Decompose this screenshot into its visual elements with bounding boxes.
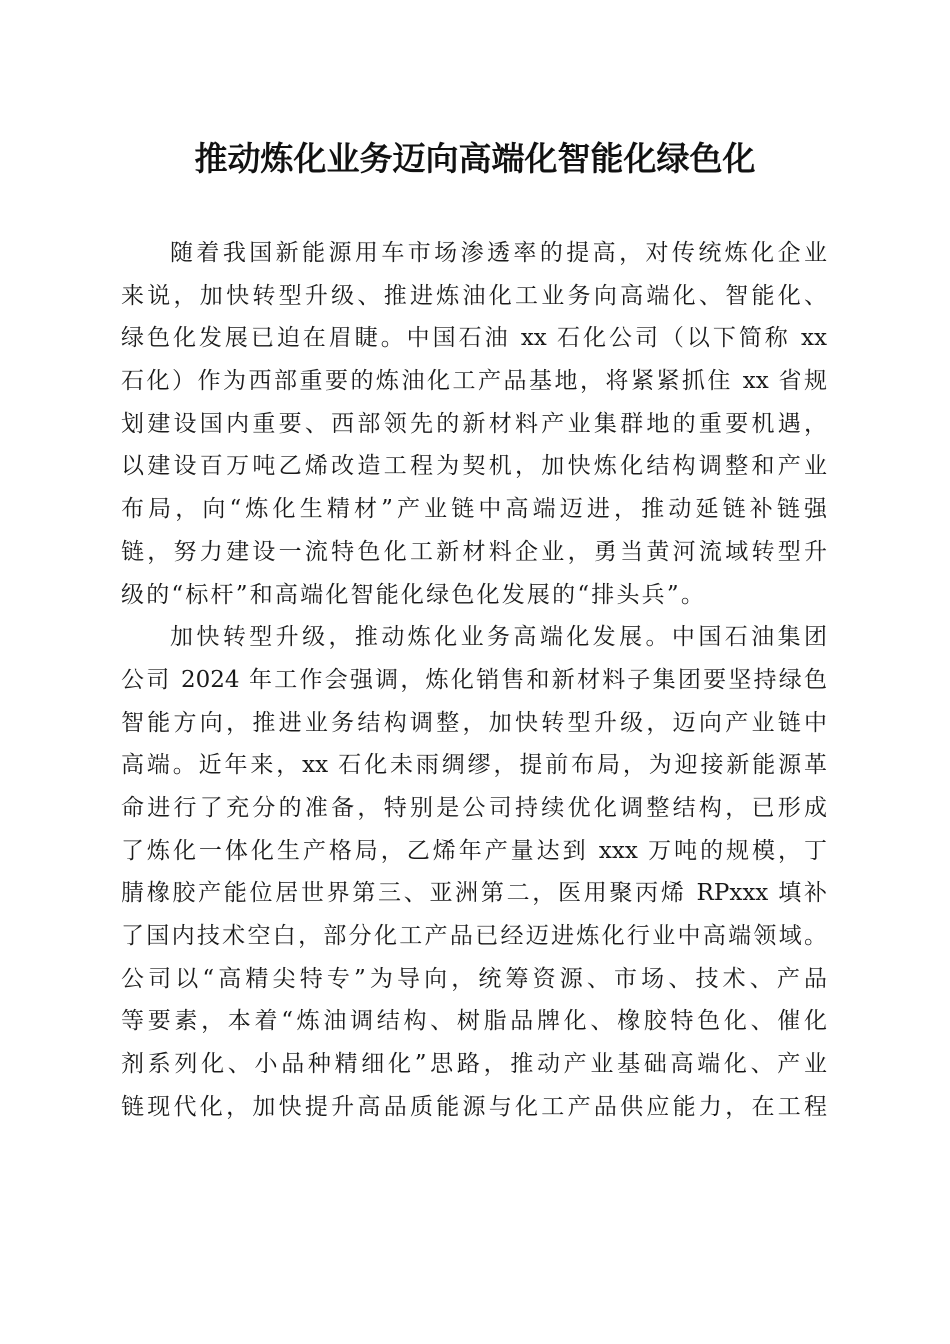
paragraph-line: 了国内技术空白，部分化工产品已经迈进炼化行业中高端领域。 <box>121 923 827 949</box>
paragraph-line: 了炼化一体化生产格局，乙烯年产量达到 xxx 万吨的规模，丁 <box>121 837 827 864</box>
paragraph-line: 以建设百万吨乙烯改造工程为契机，加快炼化结构调整和产业 <box>121 453 827 480</box>
paragraph-line: 绿色化发展已迫在眉睫。中国石油 xx 石化公司（以下简称 xx <box>121 325 827 352</box>
paragraph-line: 划建设国内重要、西部领先的新材料产业集群地的重要机遇， <box>121 410 827 437</box>
paragraph-line: 链现代化，加快提升高品质能源与化工产品供应能力，在工程 <box>121 1093 827 1120</box>
paragraph-line-last: 级的“标杆”和高端化智能化绿色化发展的“排头兵”。 <box>121 581 707 608</box>
paragraph-1 <box>121 232 827 616</box>
document-body <box>121 232 827 1128</box>
paragraph-line: 石化）作为西部重要的炼油化工产品基地，将紧紧抓住 xx 省规 <box>121 368 827 395</box>
paragraph-line: 加快转型升级，推动炼化业务高端化发展。中国石油集团 <box>170 624 827 651</box>
paragraph-line: 命进行了充分的准备，特别是公司持续优化调整结构，已形成 <box>121 794 827 821</box>
paragraph-line: 链，努力建设一流特色化工新材料企业，勇当黄河流域转型升 <box>121 538 827 565</box>
paragraph-line: 腈橡胶产能位居世界第三、亚洲第二，医用聚丙烯 RPxxx 填补 <box>121 880 827 907</box>
paragraph-line: 高端。近年来，xx 石化未雨绸缪，提前布局，为迎接新能源革 <box>121 752 827 779</box>
paragraph-line: 随着我国新能源用车市场渗透率的提高，对传统炼化企业 <box>170 240 827 266</box>
document-title: 推动炼化业务迈向高端化智能化绿色化 <box>194 139 756 178</box>
paragraph-line: 等要素，本着“炼油调结构、树脂品牌化、橡胶特色化、催化 <box>121 1008 827 1035</box>
paragraph-line: 公司以“高精尖特专”为导向，统筹资源、市场、技术、产品 <box>121 965 827 992</box>
paragraph-line: 智能方向，推进业务结构调整，加快转型升级，迈向产业链中 <box>121 709 827 736</box>
paragraph-line: 剂系列化、小品种精细化”思路，推动产业基础高端化、产业 <box>121 1051 827 1078</box>
paragraph-2 <box>121 616 827 1128</box>
paragraph-line: 来说，加快转型升级、推进炼油化工业务向高端化、智能化、 <box>121 282 827 309</box>
paragraph-line: 公司 2024 年工作会强调，炼化销售和新材料子集团要坚持绿色 <box>121 666 827 693</box>
paragraph-line: 布局，向“炼化生精材”产业链中高端迈进，推动延链补链强 <box>121 496 827 523</box>
